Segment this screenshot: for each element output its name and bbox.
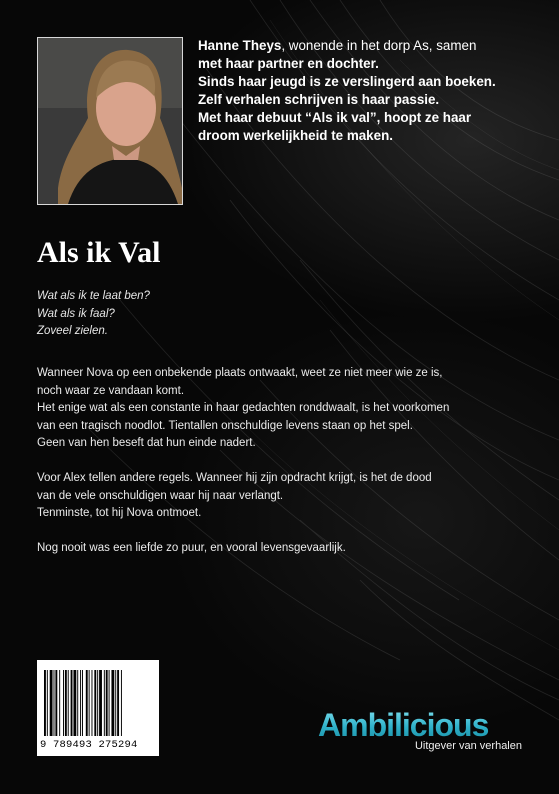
blurb-line: noch waar ze vandaan komt. xyxy=(37,384,185,397)
bio-line-2: met haar partner en dochter. xyxy=(198,56,379,71)
blurb-line: van een tragisch noodlot. Tientallen onschuldige levens staan op het spel. xyxy=(37,419,413,432)
blurb-line: Voor Alex tellen andere regels. Wanneer hij zijn opdracht krijgt, is het de dood xyxy=(37,472,432,484)
isbn-barcode xyxy=(37,660,159,756)
publisher-slogan: Uitgever van verhalen xyxy=(414,740,522,752)
bio-line-1-text: , wonende in het dorp As, samen xyxy=(281,38,477,53)
book-blurb xyxy=(37,365,527,575)
blurb-line: Geen van hen beseft dat hun einde nadert. xyxy=(37,437,256,449)
blurb-paragraph-1 xyxy=(37,365,527,453)
book-title: Als ik Val xyxy=(37,236,161,269)
author-name: Hanne Theys xyxy=(198,38,282,53)
bio-line-1 xyxy=(198,37,538,55)
blurb-paragraph-3 xyxy=(37,540,527,558)
publisher-name: Ambilicious xyxy=(318,708,528,742)
blurb-line: Wanneer Nova op een onbekende plaats ontwaakt, weet ze niet meer wie ze is, xyxy=(37,367,443,379)
tagline xyxy=(37,288,150,341)
blurb-line: Nog nooit was een liefde zo puur, en vooral levensgevaarlijk. xyxy=(37,542,346,554)
isbn-number: 9 789493 275294 xyxy=(40,739,138,751)
blurb-line: Tenminste, tot hij Nova ontmoet. xyxy=(37,507,202,519)
tagline-line: Wat als ik faal? xyxy=(37,307,115,320)
bio-line-5: Met haar debuut “Als ik val”, hoopt ze haar xyxy=(198,110,472,125)
publisher-logo xyxy=(318,708,528,753)
bio-line-4: Zelf verhalen schrijven is haar passie. xyxy=(198,92,440,107)
author-bio xyxy=(198,37,538,145)
bio-line-6: droom werkelijkheid te maken. xyxy=(198,128,393,143)
blurb-line: Het enige wat als een constante in haar gedachten ronddwaalt, is het voorkomen xyxy=(37,402,450,414)
tagline-line: Zoveel zielen. xyxy=(37,325,108,337)
barcode-bars xyxy=(44,670,152,736)
blurb-line: van de vele onschuldigen waar hij naar verlangt. xyxy=(37,489,284,502)
bio-line-3: Sinds haar jeugd is ze verslingerd aan boeken. xyxy=(198,74,496,89)
tagline-line: Wat als ik te laat ben? xyxy=(37,290,150,302)
author-photo xyxy=(37,37,183,205)
blurb-paragraph-2 xyxy=(37,470,527,523)
